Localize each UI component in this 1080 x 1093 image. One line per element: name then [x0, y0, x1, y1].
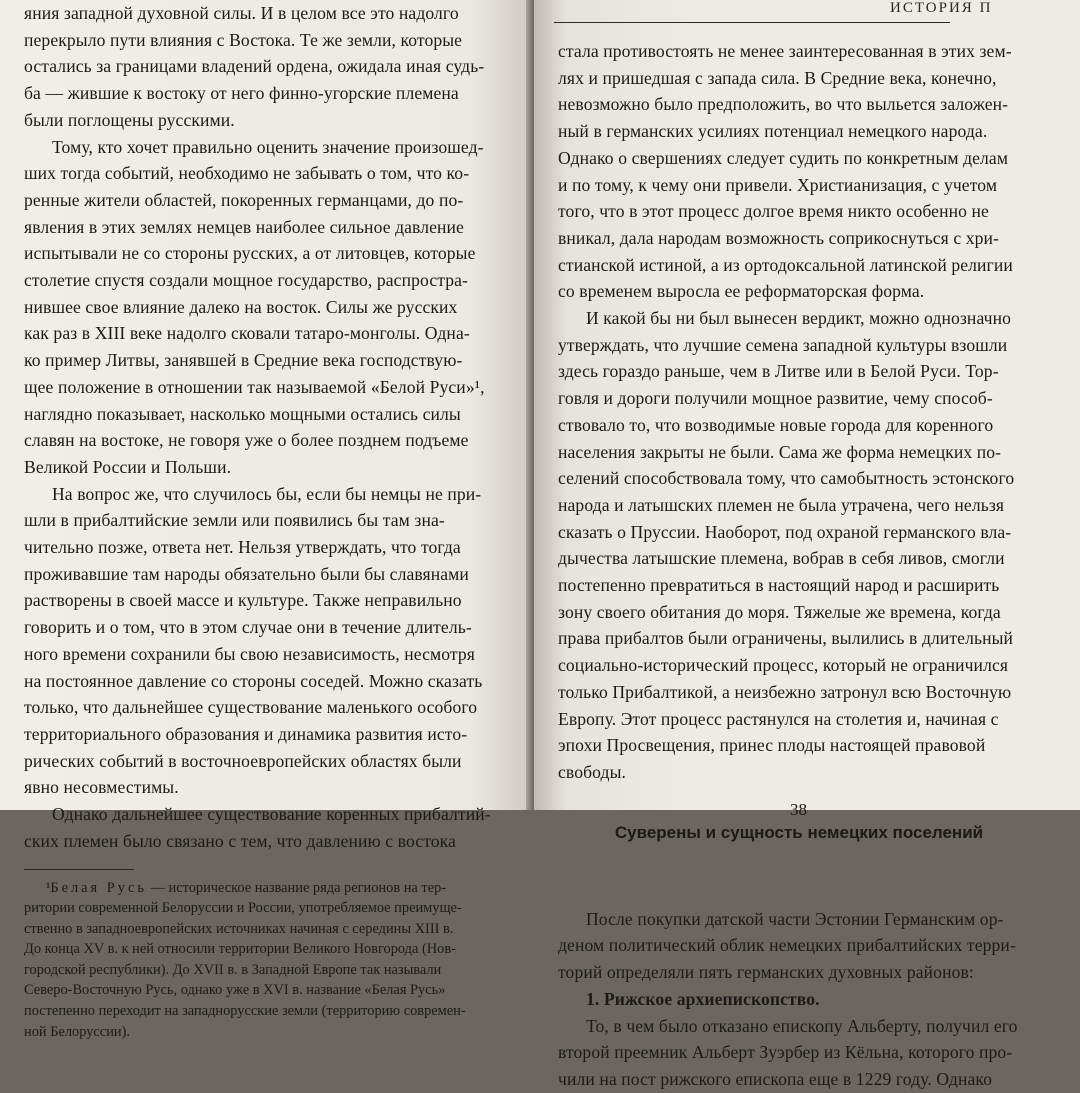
footnote-line: городской республики). До XVII в. в Западной Европе так называли — [24, 961, 442, 978]
text-line: славян на востоке, не говоря уже о более позднем подъеме — [24, 430, 469, 451]
text-line: социально-исторический процесс, который не ограничился — [558, 655, 1009, 676]
text-line: ный в германских усилиях потенциал немецкого народа. — [558, 121, 988, 142]
section-heading: Суверены и сущность немецких поселений — [614, 822, 984, 842]
section-text — [558, 868, 1060, 1093]
text-line: стала противостоять не менее заинтересованная в этих зем- — [558, 41, 1012, 61]
text-line: ба — жившие к востоку от него финно-угорские племена — [24, 83, 459, 104]
footnote-lines — [24, 898, 512, 1042]
text-line: права прибалтов были ограничены, вылились в длительный — [558, 628, 1014, 649]
text-line: постепенно превратиться в настоящий народ и расширить — [558, 575, 1000, 596]
text-line: территориального образования и динамика развития исто- — [24, 723, 468, 744]
text-line: щее положение в отношении так называемой «Белой Руси»¹, — [24, 376, 485, 397]
text-line: 1. Рижское архиепископство. — [586, 988, 820, 1009]
text-line: ко пример Литвы, занявшей в Средние века господствую- — [24, 350, 463, 371]
text-line: только Прибалтикой, а неизбежно затронул всю Восточную — [558, 681, 1012, 702]
text-line: как раз в XIII веке надолго сковали татаро-монголы. Одна- — [24, 323, 470, 344]
footnote — [24, 878, 512, 1043]
text-line: ствовало то, что возводимые новые города для коренного — [558, 414, 994, 435]
text-line: На вопрос же, что случилось бы, если бы немцы не при- — [52, 483, 482, 504]
text-line: говля и дороги получили мощное развитие, чему способ- — [558, 388, 993, 409]
footnote-line: ритории современной Белоруссии и России, употребляемое преимуще- — [24, 900, 462, 917]
footnote-term: Белая Русь — [50, 879, 147, 896]
text-line: чительно позже, ответа нет. Нельзя утверждать, что тогда — [24, 537, 461, 558]
text-line: чили на пост рижского епископа еще в 1229 году. Однако — [558, 1068, 993, 1089]
right-page-text — [558, 0, 1060, 786]
text-line: только, что дальнейшее существование маленького особого — [24, 697, 478, 718]
text-line: торий определяли пять германских духовных районов: — [558, 962, 974, 983]
text-line: рических событий в восточноевропейских областях были — [24, 750, 462, 771]
footnote-line: Северо-Восточную Русь, однако уже в XVI в. название «Белая Русь» — [24, 982, 446, 999]
text-line: Однако о свершениях следует судить по конкретным делам — [558, 147, 1009, 168]
footnote-divider — [24, 869, 134, 870]
text-line: проживавшие там народы обязательно были бы славянами — [24, 563, 469, 584]
text-line: Великой России и Польши. — [24, 456, 232, 477]
text-line: второй преемник Альберт Зуэрбер из Кёльна, которого про- — [558, 1042, 1013, 1063]
footnote-marker: ¹ — [46, 879, 51, 896]
footnote-line: ной Белоруссии). — [24, 1023, 130, 1040]
footnote-line: ственно в западноевропейских источниках начиная с середины XIII в. — [24, 920, 454, 937]
text-line: остались за границами владений ордена, ожидала иная судь- — [24, 56, 485, 77]
left-page-text — [24, 0, 512, 855]
text-line: свободы. — [558, 761, 627, 782]
footnote-line: постепенно переходит на западнорусские земли (территорию современ- — [24, 1003, 466, 1020]
left-page — [0, 0, 532, 1040]
text-line: народа и латышских племен не была утрачена, чего нельзя — [558, 494, 1005, 515]
text-line: ренные жители областей, покоренных германцами, до по- — [24, 189, 464, 210]
text-line: эпохи Просвещения, принес плоды настоящей правовой — [558, 735, 986, 756]
text-line: зону своего обитания до моря. Тяжелые же времена, когда — [558, 601, 1001, 622]
text-line: говорить и о том, что в этом случае они в течение длитель- — [24, 617, 472, 638]
text-line: испытывали не со стороны русских, а от литовцев, которые — [24, 243, 476, 264]
text-line: стианской истиной, а из ортодоксальной латинской религии — [558, 254, 1013, 275]
footnote-line: До конца XV в. к ней относили территории Великого Новгорода (Нов- — [24, 941, 456, 958]
text-line: того, что в этот процесс долгое время никто особенно не — [558, 201, 989, 222]
text-line: селений способствовала тому, что самобытность эстонского — [558, 468, 1015, 489]
text-line: вникал, дала народам возможность соприкоснуться с хри- — [558, 227, 999, 248]
text-line: перекрыло пути влияния с Востока. Те же земли, которые — [24, 29, 463, 50]
text-line: населения закрыты не были. Сама же форма немецких по- — [558, 441, 1002, 462]
text-line: ских племен было связано с тем, что давлению с востока — [24, 830, 456, 851]
running-header-rule — [554, 22, 950, 23]
text-line: лях и пришедшая с запада сила. В Средние века, конечно, — [558, 67, 997, 88]
text-line: сказать о Пруссии. Наоборот, под охраной германского вла- — [558, 521, 1012, 542]
text-line: И какой бы ни был вынесен вердикт, можно однозначно — [586, 308, 1012, 329]
text-line: и по тому, к чему они привели. Христианизация, с учетом — [558, 174, 998, 195]
text-line: невозможно было предположить, во что выльется заложен- — [558, 94, 1009, 115]
text-line: ного времени сохранили бы свою независимость, несмотря — [24, 643, 475, 664]
text-line: После покупки датской части Эстонии Германским ор- — [586, 908, 1004, 929]
footnote-first-line-rest: — историческое название ряда регионов на тер- — [146, 879, 447, 896]
text-line: со временем выросла ее реформаторская форма. — [558, 281, 925, 302]
right-page — [534, 0, 1080, 1089]
text-line: дычества латышские племена, вобрав в себя ливов, смогли — [558, 548, 1005, 569]
text-line: нившее свое влияние далеко на восток. Силы же русских — [24, 296, 458, 317]
text-line: шли в прибалтийские земли или появились бы там зна- — [24, 510, 445, 531]
text-line: Однако дальнейшее существование коренных прибалтий- — [52, 804, 491, 825]
text-line: утверждать, что лучшие семена западной культуры взошли — [558, 334, 1008, 355]
text-line: Европу. Этот процесс растянулся на столетия и, начиная с — [558, 708, 999, 729]
running-header: ИСТОРИЯ П — [890, 0, 993, 16]
text-line: на постоянное давление со стороны соседей. Можно сказать — [24, 670, 483, 691]
text-line: явно несовместимы. — [24, 777, 179, 798]
text-line: Тому, кто хочет правильно оценить значение произошед- — [52, 136, 484, 157]
text-line: ших тогда событий, необходимо не забывать о том, что ко- — [24, 163, 470, 184]
footnote-first-line — [24, 878, 512, 899]
text-line: растворены в своей массе и культуре. Также неправильно — [24, 590, 462, 611]
text-line: здесь гораздо раньше, чем в Литве или в Белой Руси. Тор- — [558, 361, 999, 382]
text-line: столетие спустя создали мощное государство, распростра- — [24, 270, 469, 291]
text-line: То, в чем было отказано епископу Альберту, получил его — [586, 1015, 1018, 1036]
text-line: яния западной духовной силы. И в целом все это надолго — [24, 3, 459, 23]
text-line: явления в этих землях немцев наиболее сильное давление — [24, 216, 464, 237]
page-number: 38 — [790, 800, 807, 819]
text-line: были поглощены русскими. — [24, 109, 235, 130]
text-line: деном политический облик немецких прибалтийских терри- — [558, 935, 1016, 956]
text-line: наглядно показывает, насколько мощными остались силы — [24, 403, 461, 424]
